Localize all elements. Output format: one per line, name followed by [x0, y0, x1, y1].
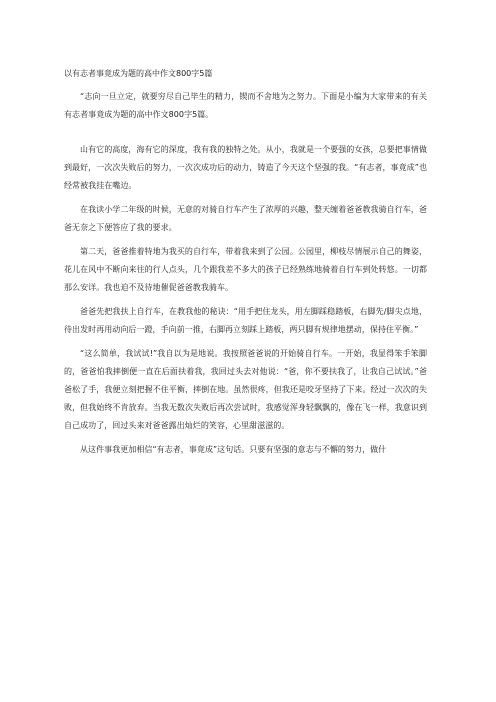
- essay-paragraph-3: 第二天，爸爸推着特地为我买的自行车，带着我来到了公园。公园里，柳枝尽情展示自己的舞姿，花儿在风中不断向来往的行人点头，几个跟我差不多大的孩子已经熟练地骑着自行车到处转悠。一切都那么安详。我也迫不及待地催促爸爸教我骑车。: [64, 247, 427, 292]
- essay-paragraph-6: 从这件事我更加相信“有志者，事竟成”这句话。只要有坚强的意志与不懈的努力，做什: [80, 445, 387, 454]
- essay-paragraph-2: 在我读小学二年级的时候，无意的对骑自行车产生了浓厚的兴趣，整天缠着爸爸教我骑自行车，爸爸无奈之下便答应了我的要求。: [64, 205, 427, 232]
- essay-paragraph-1: 山有它的高度，海有它的深度，我有我的独特之处。从小，我就是一个要强的女孩，总要把事情做到最好，一次次失败后的努力，一次次成功后的动力，铸造了今天这个坚强的我。“有志者，事竟成”也经常被我挂在嘴边。: [64, 145, 427, 190]
- document-title: 以有志者事竟成为题的高中作文800字5篇: [64, 69, 213, 78]
- essay-body: [64, 141, 427, 465]
- essay-paragraph-4: 爸爸先把我扶上自行车，在教我他的秘诀：“用手把住龙头，用左脚踩稳踏板，右脚先/脚尖点地，待出发时再用动向后一蹬，手向前一推，右脚再立刻踩上踏板，两只脚有规律地摆动，保持住平衡。”: [64, 307, 427, 334]
- intro-block: [64, 88, 427, 130]
- intro-paragraph: “志向一旦立定，就要穷尽自己毕生的精力，锲而不舍地为之努力。下面是小编为大家带来的有关有志者事竟成为题的高中作文800字5篇。: [64, 92, 427, 119]
- essay-paragraph-5: “这么简单，我试试!”我自以为是地说。我按照爸爸说的开始骑自行车。一开始，我显得笨手笨脚的，爸爸怕我摔倒便一直在后面扶着我，我回过头去对他说：“爸，你不要扶我了，让我自己试试。”爸爸松了手，我便立刻把握不住平衡，摔倒在地。虽然很疼，但我还是咬牙坚持了下来。经过一次次的失败，但我始终不肯放弃。当我无数次失败后再次尝试时，我感觉浑身轻飘飘的，像在飞一样，我意识到自己成功了，回过头来对爸爸露出灿烂的笑容，心里甜滋滋的。: [64, 349, 427, 430]
